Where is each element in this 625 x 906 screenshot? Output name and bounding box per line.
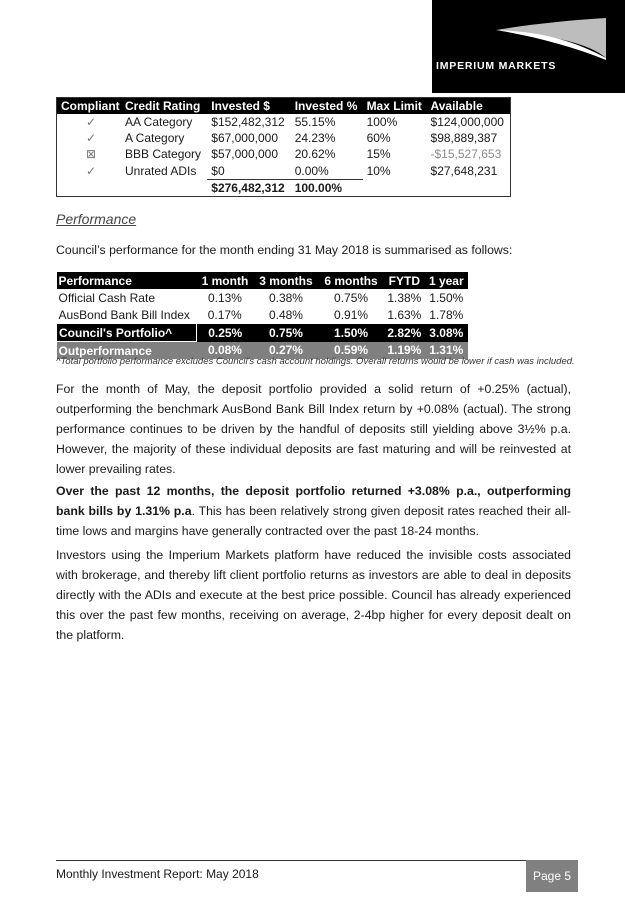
value-cell: 1.38%	[387, 290, 422, 305]
percent-cell: 24.23%	[294, 131, 336, 146]
performance-intro: Council’s performance for the month ending 31 May 2018 is summarised as follows:	[56, 243, 513, 257]
table-row	[57, 306, 468, 324]
compliant-check-icon: ✓	[85, 115, 97, 130]
table-header-row	[57, 272, 468, 289]
table-row	[57, 114, 511, 130]
available-cell: $124,000,000	[430, 115, 504, 130]
limit-cell: 15%	[366, 147, 391, 162]
header-max-limit: Max Limit	[363, 98, 427, 115]
paragraph-bold-lead: Over the past 12 months, the deposit portfolio returned +3.08% p.a., outperforming bank bills by 1.31% p.a	[56, 484, 571, 518]
value-cell: 0.17%	[207, 307, 242, 322]
table-total-row	[57, 179, 511, 196]
percent-cell: 0.00%	[294, 163, 329, 178]
logo-text: IMPERIUM MARKETS	[436, 60, 557, 72]
value-cell: 0.91%	[334, 307, 369, 322]
credit-rating-compliance-table	[56, 97, 511, 197]
row-label: Official Cash Rate	[58, 290, 155, 305]
value-cell: 1.78%	[429, 307, 464, 322]
header-invested-dollars: Invested $	[207, 98, 290, 115]
value-cell: 0.25%	[197, 324, 254, 342]
value-cell: 0.75%	[334, 290, 369, 305]
non-compliant-cross-icon: ⊠	[85, 147, 97, 162]
value-cell: 0.59%	[319, 342, 384, 360]
paragraph-12-month-return	[56, 481, 571, 541]
header-1-year: 1 year	[425, 272, 467, 289]
value-cell: 1.63%	[387, 307, 422, 322]
value-cell: 0.75%	[253, 324, 318, 342]
value-cell: 1.50%	[319, 324, 384, 342]
compliant-check-icon: ✓	[85, 131, 97, 146]
value-cell: 0.08%	[197, 342, 254, 360]
section-title-performance: Performance	[56, 211, 137, 227]
paragraph-rest: . This has been relatively strong given deposit rates reached their all-time lows and margins have generally contracted over the past 18-24 months.	[56, 504, 572, 538]
value-cell: 1.19%	[384, 342, 426, 360]
header-6-months: 6 months	[319, 272, 384, 289]
table-row	[57, 130, 511, 146]
value-cell: 2.82%	[384, 324, 426, 342]
credit-rating-cell: BBB Category	[125, 147, 202, 162]
footer-divider	[56, 860, 526, 861]
value-cell: 0.48%	[268, 307, 303, 322]
table-row-portfolio	[57, 324, 468, 342]
value-cell: 0.13%	[207, 290, 242, 305]
header-performance: Performance	[57, 272, 197, 289]
header-1-month: 1 month	[197, 272, 254, 289]
header-3-months: 3 months	[253, 272, 318, 289]
value-cell: 3.08%	[425, 324, 467, 342]
value-cell: 1.50%	[429, 290, 464, 305]
page-number-badge: Page 5	[526, 860, 578, 892]
percent-cell: 55.15%	[294, 115, 336, 130]
total-percent-cell: 100.00%	[291, 179, 363, 196]
available-cell: $27,648,231	[430, 163, 498, 178]
limit-cell: 10%	[366, 163, 391, 178]
table-row	[57, 163, 511, 180]
header-available: Available	[427, 98, 511, 115]
paragraph-monthly-return: For the month of May, the deposit portfolio provided a solid return of +0.25% (actual), outperforming the benchmark AusBond Bank Bill Index return by +0.08% (actual). The strong performance continues to be driven by the handful of deposits still yielding above 3½% p.a. However, the majority of these individual deposits are fast maturing and will be reinvested at lower prevailing rates.	[56, 382, 571, 476]
available-cell: -$15,527,653	[430, 147, 502, 162]
row-label: Council's Portfolio^	[57, 324, 197, 342]
limit-cell: 60%	[366, 131, 391, 146]
invested-cell: $152,482,312	[211, 115, 285, 130]
header-fytd: FYTD	[384, 272, 426, 289]
table-header-row	[57, 98, 511, 115]
header-compliant: Compliant	[57, 98, 122, 115]
available-cell: $98,889,387	[430, 131, 498, 146]
header-invested-percent: Invested %	[291, 98, 363, 115]
table-row	[57, 146, 511, 162]
invested-cell: $57,000,000	[211, 147, 278, 162]
row-label: Outperformance	[57, 342, 197, 360]
limit-cell: 100%	[366, 115, 398, 130]
value-cell: 0.38%	[268, 290, 303, 305]
header-credit-rating: Credit Rating	[121, 98, 207, 115]
compliant-check-icon: ✓	[85, 163, 97, 178]
total-invested-cell: $276,482,312	[207, 179, 290, 196]
imperium-markets-logo	[432, 0, 625, 93]
credit-rating-cell: AA Category	[125, 115, 193, 130]
logo-swoosh-icon	[492, 16, 610, 60]
invested-cell: $0	[211, 163, 225, 178]
invested-cell: $67,000,000	[211, 131, 278, 146]
paragraph-imperium-platform: Investors using the Imperium Markets platform have reduced the invisible costs associated with brokerage, and thereby lift client portfolio returns as investors are able to deal in deposits directly with the ADIs and execute at the best price possible. Council has already experienced this over the past few months, receiving on average, 2-4bp higher for every deposit dealt on the platform.	[56, 548, 571, 642]
credit-rating-cell: Unrated ADIs	[125, 163, 197, 178]
performance-table	[56, 272, 468, 359]
credit-rating-cell: A Category	[125, 131, 185, 146]
row-label: AusBond Bank Bill Index	[58, 307, 190, 322]
performance-footnote: ^Total portfolio performance excludes Council's cash account holdings. Overall returns would be lower if cash was included.	[56, 356, 575, 367]
table-row	[57, 289, 468, 306]
value-cell: 0.27%	[253, 342, 318, 360]
percent-cell: 20.62%	[294, 147, 336, 162]
footer-report-title: Monthly Investment Report: May 2018	[56, 867, 259, 881]
value-cell: 1.31%	[425, 342, 467, 360]
